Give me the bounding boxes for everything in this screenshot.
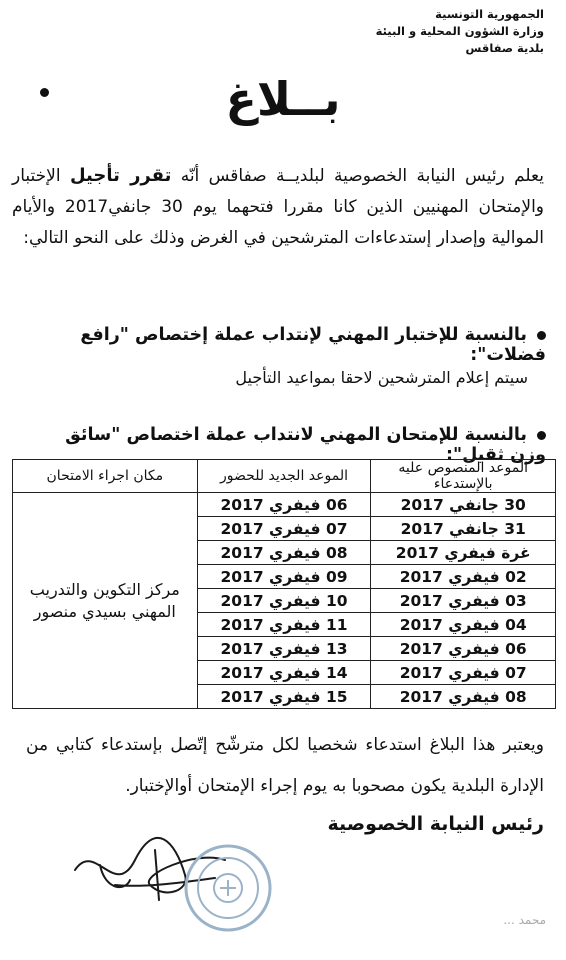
table-row — [13, 493, 556, 517]
new-date: 14 فيفري 2017 — [197, 661, 371, 685]
original-date: 06 فيفري 2017 — [371, 637, 556, 661]
schedule-table — [12, 459, 556, 709]
original-date: 07 فيفري 2017 — [371, 661, 556, 685]
signature-title: رئيس النيابة الخصوصية — [327, 813, 544, 835]
original-date: غرة فيفري 2017 — [371, 541, 556, 565]
new-date: 07 فيفري 2017 — [197, 517, 371, 541]
header-exam-place: مكان اجراء الامتحان — [13, 460, 198, 493]
bullet-icon — [537, 331, 546, 340]
exam-place: مركز التكوين والتدريب المهني بسيدي منصور — [13, 493, 198, 709]
closing-paragraph: ويعتبر هذا البلاغ استدعاء شخصيا لكل مترشّح إتّصل بإستدعاء كتابي من الإدارة البلدية يكون مصحوبا به يوم إجراء الإمتحان أوالإختبار. — [26, 735, 544, 796]
letterhead-municipality: بلدية صفاقس — [465, 41, 544, 55]
intro-rest: الإختبار والإمتحان المهنيين الذين كانا مقررا فتحهما يوم 30 جانفي2017 والأيام الموالية وإصدار إستدعاءات المترشحين في الغرض وذلك على النحو التالي: — [12, 166, 545, 248]
official-stamp — [182, 842, 274, 934]
original-date: 08 فيفري 2017 — [371, 685, 556, 709]
bullet-2-text: بالنسبة للإمتحان المهني لانتداب عملة اختصاص "سائق وزن ثقيل": — [65, 425, 546, 465]
intro-bold-postponement: تقرر تأجيل — [69, 165, 172, 186]
bullet-1-note: سيتم إعلام المترشحين لاحقا بمواعيد التأجيل — [235, 368, 528, 387]
new-date: 11 فيفري 2017 — [197, 613, 371, 637]
bullet-icon — [537, 431, 546, 440]
table-header-row — [13, 460, 556, 493]
intro-paragraph — [12, 160, 544, 254]
header-new-date: الموعد الجديد للحضور — [197, 460, 371, 493]
letterhead-country: الجمهورية التونسية — [435, 7, 544, 21]
new-date: 13 فيفري 2017 — [197, 637, 371, 661]
letterhead — [376, 6, 544, 57]
original-date: 03 فيفري 2017 — [371, 589, 556, 613]
new-date: 15 فيفري 2017 — [197, 685, 371, 709]
new-date: 06 فيفري 2017 — [197, 493, 371, 517]
bullet-garbage-collector — [30, 325, 546, 365]
bullet-1-text: بالنسبة للإختبار المهني لإنتداب عملة إختصاص "رافع فضلات": — [80, 325, 546, 365]
new-date: 08 فيفري 2017 — [197, 541, 371, 565]
original-date: 02 فيفري 2017 — [371, 565, 556, 589]
original-date: 30 جانفي 2017 — [371, 493, 556, 517]
signatory-name: محمد ... — [503, 913, 546, 927]
original-date: 04 فيفري 2017 — [371, 613, 556, 637]
document-title: بــلاغ — [225, 72, 341, 126]
header-original-date: الموعد المنصوص عليه بالإستدعاء — [371, 460, 556, 493]
original-date: 31 جانفي 2017 — [371, 517, 556, 541]
intro-start: يعلم رئيس النيابة الخصوصية لبلديــة صفاقس أنّه — [180, 166, 544, 186]
new-date: 10 فيفري 2017 — [197, 589, 371, 613]
letterhead-ministry: وزارة الشؤون المحلية و البيئة — [375, 24, 544, 38]
new-date: 09 فيفري 2017 — [197, 565, 371, 589]
